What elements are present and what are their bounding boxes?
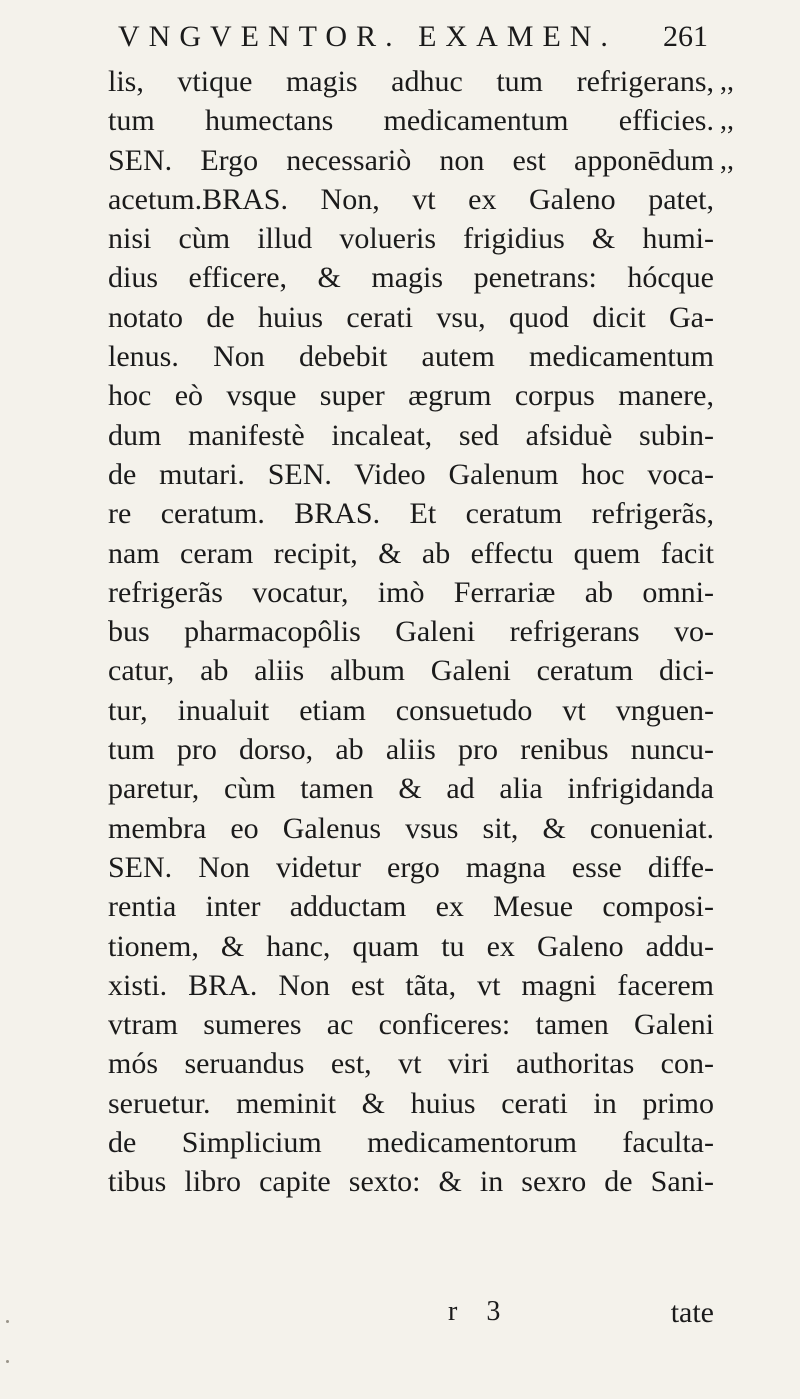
page-number: 261: [663, 20, 708, 53]
text-line: catur, ab aliis album Galeni ceratum dici-: [108, 654, 714, 688]
text-line: SEN. Ergo necessariò non est apponēdum: [108, 143, 714, 177]
text-line: acetum.BRAS. Non, vt ex Galeno patet,: [108, 182, 714, 216]
text-line: lis, vtique magis adhuc tum refrigerans,: [108, 65, 714, 98]
paper-speck: [6, 1360, 9, 1363]
body-text: [108, 62, 714, 1202]
text-line: tur, inualuit etiam consuetudo vt vnguen-: [108, 693, 714, 727]
text-line: vtram sumeres ac conficeres: tamen Galeni: [108, 1008, 714, 1042]
text-line: nisi cùm illud volueris frigidius & humi-: [108, 222, 714, 256]
text-line: paretur, cùm tamen & ad alia infrigidanda: [108, 772, 714, 806]
text-line: SEN. Non videtur ergo magna esse diffe-: [108, 850, 714, 884]
text-line: refrigerãs vocatur, imò Ferrariæ ab omni-: [108, 575, 714, 609]
text-line: de Simplicium medicamentorum faculta-: [108, 1126, 714, 1160]
text-line: hoc eò vsque super ægrum corpus manere,: [108, 379, 714, 413]
catchword: tate: [670, 1296, 714, 1329]
margin-quote-mark: ,,: [720, 144, 734, 176]
text-line: tum pro dorso, ab aliis pro renibus nuncu-: [108, 733, 714, 767]
text-line: bus pharmacopôlis Galeni refrigerans vo-: [108, 615, 714, 649]
running-head: [118, 18, 708, 58]
text-line: mós seruandus est, vt viri authoritas con-: [108, 1047, 714, 1081]
text-line: membra eo Galenus vsus sit, & conueniat.: [108, 811, 714, 845]
text-line: nam ceram recipit, & ab effectu quem facit: [108, 536, 714, 570]
text-line: tibus libro capite sexto: & in sexro de Sani-: [108, 1165, 714, 1199]
text-line: notato de huius cerati vsu, quod dicit Ga-: [108, 300, 714, 334]
paper-speck: [6, 1320, 9, 1323]
text-line: tionem, & hanc, quam tu ex Galeno addu-: [108, 929, 714, 963]
text-line: dius efficere, & magis penetrans: hócque: [108, 261, 714, 295]
running-head-title: VNGVENTOR. EXAMEN.: [118, 20, 617, 53]
text-line: lenus. Non debebit autem medicamentum: [108, 340, 714, 374]
text-line: re ceratum. BRAS. Et ceratum refrigerãs,: [108, 497, 714, 531]
text-line: tum humectans medicamentum efficies.: [108, 104, 714, 138]
text-line: rentia inter adductam ex Mesue composi-: [108, 890, 714, 924]
text-line: dum manifestè incaleat, sed afsiduè subin-: [108, 418, 714, 452]
text-line: xisti. BRA. Non est tãta, vt magni facerem: [108, 968, 714, 1002]
margin-quotation-marks: [720, 62, 780, 180]
margin-quote-mark: ,,: [720, 66, 734, 97]
signature-mark: r 3: [448, 1296, 501, 1327]
text-line: de mutari. SEN. Video Galenum hoc voca-: [108, 457, 714, 491]
margin-quote-mark: ,,: [720, 105, 734, 137]
text-line: seruetur. meminit & huius cerati in primo: [108, 1086, 714, 1120]
